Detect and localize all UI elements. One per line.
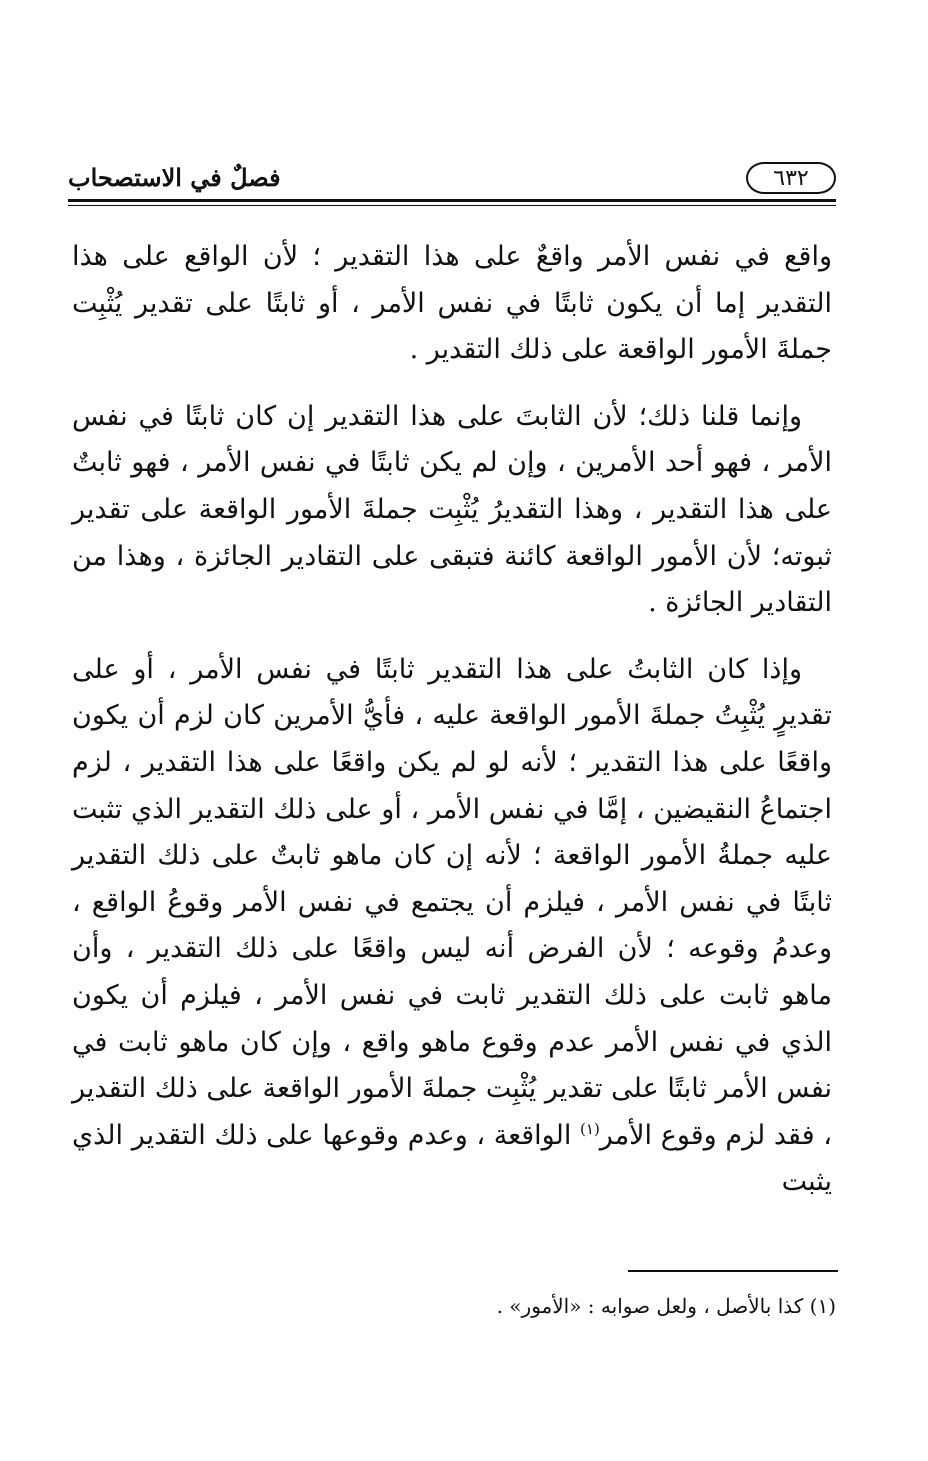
running-title: فصلٌ في الاستصحاب [68, 163, 281, 192]
header-rule-thick [68, 199, 836, 202]
page-number: ٦٣٢ [746, 162, 836, 194]
page-header [68, 160, 836, 200]
paragraph-1: واقع في نفس الأمر واقعٌ على هذا التقدير ؛ لأن الواقع على هذا التقدير إما أن يكون ثابتًا في نفس الأمر ، أو ثابتًا على تقدير يُثْبِت جملةَ الأمور الواقعة على ذلك التقدير . [72, 241, 832, 366]
footnote-reference[interactable]: (١) [580, 1119, 600, 1138]
paragraph-3 [72, 647, 832, 1206]
body-text [72, 234, 832, 1226]
paragraph-2: وإنما قلنا ذلك؛ لأن الثابتَ على هذا التقدير إن كان ثابتًا في نفس الأمر ، فهو أحد الأمرين ، وإن لم يكن ثابتًا في نفس الأمر ، فهو ثابتٌ على هذا التقدير ، وهذا التقديرُ يُثْبِت جملةَ الأمور الواقعة على تقدير ثبوته؛ لأن الأمور الواقعة كائنة فتبقى على التقادير الجائزة ، وهذا من التقادير الجائزة . [72, 400, 832, 619]
footnote-separator [628, 1270, 838, 1272]
footnote-1: (١) كذا بالأصل ، ولعل صوابه : «الأمور» . [496, 1294, 836, 1318]
paragraph-3-text: وإذا كان الثابتُ على هذا التقدير ثابتًا في نفس الأمر ، أو على تقديرٍ يُثْبِتُ جملةَ الأمور الواقعة عليه ، فأيُّ الأمرين كان لزم أن يكون واقعًا على هذا التقدير ؛ لأنه لو لم يكن واقعًا على هذا التقدير ، لزم اجتماعُ النقيضين ، إمَّا في نفس الأمر ، أو على ذلك التقدير الذي تثبت عليه جملةُ الأمور الواقعة ؛ لأنه إن كان ماهو ثابتٌ على ذلك التقدير ثابتًا في نفس الأمر ، فيلزم أن يجتمع في نفس الأمر وقوعُ الواقع ، وعدمُ وقوعه ؛ لأن الفرض أنه ليس واقعًا على ذلك التقدير ، وأن ماهو ثابت على ذلك التقدير ثابت في نفس الأمر ، فيلزم أن يكون الذي في نفس الأمر عدم وقوع ماهو واقع ، وإن كان ماهو ثابت في نفس الأمر ثابتًا على تقدير يُثْبِت جملةَ الأمور الواقعة على ذلك التقدير ، فقد لزم وقوع الأمر [72, 653, 832, 1151]
header-rule-thin [68, 205, 836, 206]
paragraph-3-continuation: الواقعة ، وعدم وقوعها على ذلك التقدير الذي يثبت [72, 1119, 832, 1198]
